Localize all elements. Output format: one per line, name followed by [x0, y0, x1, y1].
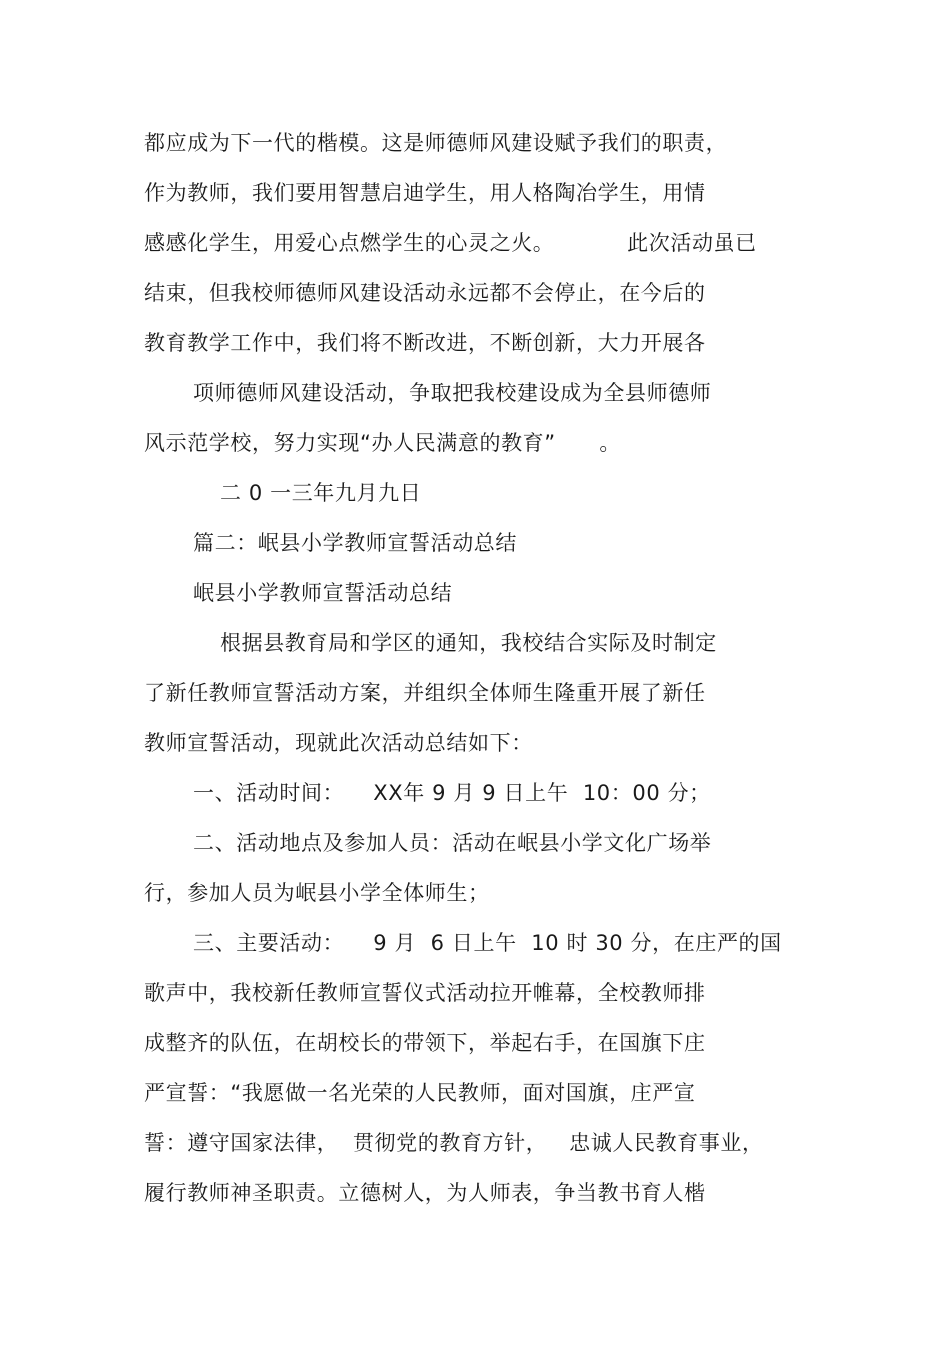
date-line: 二 0 一三年九月九日: [220, 481, 422, 505]
list-item-time: 一、活动时间： XX年 9 月 9 日上午 10：00 分；: [193, 781, 711, 805]
text-line: 誓：遵守国家法律， 贯彻党的教育方针， 忠诚人民教育事业，: [144, 1131, 764, 1155]
text-line: 成整齐的队伍，在胡校长的带领下，举起右手，在国旗下庄: [144, 1031, 706, 1055]
text-line: 教师宣誓活动，现就此次活动总结如下：: [144, 731, 533, 755]
text-line: 了新任教师宣誓活动方案，并组织全体师生隆重开展了新任: [144, 681, 706, 705]
section-title: 岷县小学教师宣誓活动总结: [193, 581, 453, 605]
text-line: 根据县教育局和学区的通知，我校结合实际及时制定: [220, 631, 717, 655]
text-line: 感感化学生，用爱心点燃学生的心灵之火。 此次活动虽已: [144, 231, 757, 255]
text-line: 作为教师，我们要用智慧启迪学生，用人格陶冶学生，用情: [144, 181, 706, 205]
text-line: 履行教师神圣职责。立德树人，为人师表，争当教书育人楷: [144, 1181, 706, 1205]
list-item-activity: 三、主要活动： 9 月 6 日上午 10 时 30 分，在庄严的国: [193, 931, 782, 955]
text-line: 歌声中，我校新任教师宣誓仪式活动拉开帷幕，全校教师排: [144, 981, 706, 1005]
list-item-location: 二、活动地点及参加人员：活动在岷县小学文化广场举: [193, 831, 712, 855]
text-line: 结束，但我校师德师风建设活动永远都不会停止，在今后的: [144, 281, 706, 305]
text-line: 项师德师风建设活动，争取把我校建设成为全县师德师: [193, 381, 712, 405]
text-line: 风示范学校，努力实现“办人民满意的教育” 。: [144, 431, 622, 455]
text-line: 严宣誓：“我愿做一名光荣的人民教师，面对国旗，庄严宣: [144, 1081, 696, 1105]
text-line: 教育教学工作中，我们将不断改进，不断创新，大力开展各: [144, 331, 706, 355]
text-line: 都应成为下一代的楷模。这是师德师风建设赋予我们的职责，: [144, 131, 728, 155]
text-line: 行，参加人员为岷县小学全体师生；: [144, 881, 490, 905]
section-heading: 篇二：岷县小学教师宣誓活动总结: [193, 531, 517, 555]
